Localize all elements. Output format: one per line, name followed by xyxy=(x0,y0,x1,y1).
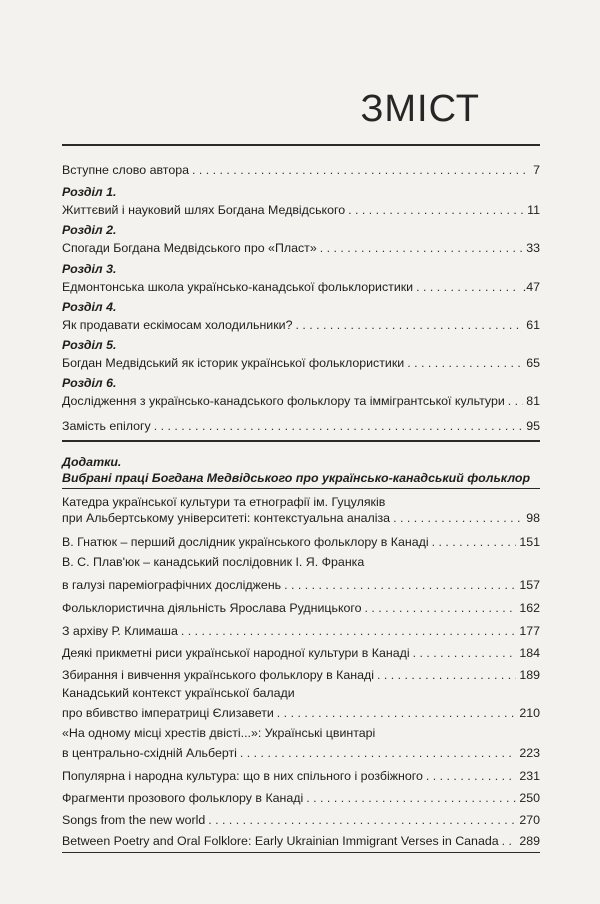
leader-dots xyxy=(432,534,517,550)
appendix-label: Додатки. xyxy=(62,455,122,469)
entry-page: 223 xyxy=(519,746,540,760)
appendix-item xyxy=(62,641,540,661)
entry-title: в галузі пареміографічних досліджень xyxy=(62,578,282,592)
entry-title: Богдан Медвідський як історик української фольклористики xyxy=(62,356,405,370)
entry-page: 162 xyxy=(519,601,540,615)
leader-dots xyxy=(154,418,523,434)
leader-dots xyxy=(508,393,523,409)
leader-dots xyxy=(407,355,523,371)
top-rule xyxy=(62,144,540,146)
appendix-item xyxy=(62,786,540,806)
entry-page: 33 xyxy=(526,241,540,255)
bottom-rule xyxy=(62,852,540,853)
entry-page: 231 xyxy=(519,769,540,783)
entry-page: 95 xyxy=(526,419,540,433)
entry-title: про вбивство імператриці Єлизавети xyxy=(62,706,274,720)
middle-rule xyxy=(62,440,540,442)
entry-title: Вступне слово автора xyxy=(62,163,189,177)
leader-dots xyxy=(413,645,517,661)
appendix-item-line1: Катедра української культури та етнографії ім. Гуцуляків xyxy=(62,495,386,509)
leader-dots xyxy=(377,667,516,683)
entry-page: 270 xyxy=(519,813,540,827)
entry-title: В. Гнатюк – перший дослідник українського фольклору в Канаді xyxy=(62,535,429,549)
appendix-item xyxy=(62,530,540,550)
appendix-item-line1: «На одному місці хрестів двісті...»: Українські цвинтарі xyxy=(62,726,376,740)
leader-dots xyxy=(393,510,523,526)
chapter-label: Розділ 4. xyxy=(62,300,117,314)
entry-page: 65 xyxy=(526,356,540,370)
entry-title: Едмонтонська школа українсько-канадської фольклористики xyxy=(62,280,414,294)
leader-dots xyxy=(295,317,523,333)
appendix-item xyxy=(62,808,540,828)
appendix-item-line1: В. С. Плав'юк – канадський послідовник І. Я. Франка xyxy=(62,555,365,569)
leader-dots xyxy=(181,623,516,639)
entry-page: 177 xyxy=(519,624,540,638)
entry-title: Фольклористична діяльність Ярослава Рудницького xyxy=(62,601,362,615)
appendix-subtitle: Вибрані праці Богдана Медвідського про українсько-канадський фольклор xyxy=(62,471,531,485)
leader-dots xyxy=(365,600,517,616)
entry-title: Songs from the new world xyxy=(62,813,206,827)
entry-page: 151 xyxy=(519,535,540,549)
entry-title: в центрально-східній Альберті xyxy=(62,746,237,760)
leader-dots xyxy=(277,705,517,721)
page-title: ЗМІСТ xyxy=(360,88,480,130)
entry-title: Популярна і народна культура: що в них спільного і розбіжного xyxy=(62,769,423,783)
entry-title: З архіву Р. Климаша xyxy=(62,624,178,638)
entry-title: Як продавати ескімосам холодильники? xyxy=(62,318,293,332)
toc-entry-epilogue xyxy=(62,414,540,434)
appendix-item xyxy=(62,573,540,593)
leader-dots xyxy=(426,768,516,784)
entry-title: Фрагменти прозового фольклору в Канаді xyxy=(62,791,304,805)
appendix-item xyxy=(62,596,540,616)
leader-dots xyxy=(416,279,520,295)
toc-entry-chapter-6 xyxy=(62,389,540,409)
appendix-item-line1: Канадський контекст української балади xyxy=(62,686,295,700)
entry-page: 189 xyxy=(519,668,540,682)
entry-title: Between Poetry and Oral Folklore: Early Ukrainian Immigrant Verses in Canada xyxy=(62,834,499,848)
entry-title: Спогади Богдана Медвідського про «Пласт» xyxy=(62,241,317,255)
entry-title: Життєвий і науковий шлях Богдана Медвідського xyxy=(62,203,346,217)
entry-page: 184 xyxy=(519,646,540,660)
entry-page: 157 xyxy=(519,578,540,592)
toc-entry-chapter-1 xyxy=(62,198,540,218)
appendix-item xyxy=(62,829,540,849)
chapter-label: Розділ 1. xyxy=(62,185,117,199)
chapter-label: Розділ 5. xyxy=(62,338,117,352)
toc-entry-chapter-5 xyxy=(62,351,540,371)
leader-dots xyxy=(284,577,516,593)
entry-page: 210 xyxy=(519,706,540,720)
appendix-item xyxy=(62,701,540,721)
entry-page: 81 xyxy=(526,394,540,408)
toc-entry-foreword xyxy=(62,158,540,178)
appendix-rule xyxy=(62,488,540,489)
leader-dots xyxy=(348,202,524,218)
leader-dots xyxy=(240,745,516,761)
appendix-item xyxy=(62,764,540,784)
entry-title: Збирання і вивчення українського фольклору в Канаді xyxy=(62,668,374,682)
entry-page: 61 xyxy=(526,318,540,332)
leader-dots xyxy=(320,240,523,256)
entry-page: 98 xyxy=(526,511,540,525)
toc-entry-chapter-3 xyxy=(62,275,540,295)
appendix-item xyxy=(62,619,540,639)
leader-dots xyxy=(192,162,530,178)
entry-page: 11 xyxy=(527,203,540,217)
entry-title: Деякі прикметні риси української народної культури в Канаді xyxy=(62,646,410,660)
appendix-item xyxy=(62,506,540,526)
entry-title: при Альбертському університеті: контекстуальна аналіза xyxy=(62,511,391,525)
entry-title: Замість епілогу xyxy=(62,419,151,433)
chapter-label: Розділ 3. xyxy=(62,262,117,276)
entry-page: 250 xyxy=(519,791,540,805)
entry-page: 289 xyxy=(519,834,540,848)
chapter-label: Розділ 6. xyxy=(62,376,117,390)
appendix-item xyxy=(62,663,540,683)
appendix-item xyxy=(62,741,540,761)
toc-entry-chapter-2 xyxy=(62,236,540,256)
leader-dots xyxy=(502,833,517,849)
toc-entry-chapter-4 xyxy=(62,313,540,333)
leader-dots xyxy=(208,812,516,828)
entry-title: Дослідження з українсько-канадського фольклору та іммігрантської культури xyxy=(62,394,505,408)
entry-page: 7 xyxy=(533,163,540,177)
leader-dots xyxy=(306,790,516,806)
chapter-label: Розділ 2. xyxy=(62,223,117,237)
entry-page: .47 xyxy=(522,280,540,294)
